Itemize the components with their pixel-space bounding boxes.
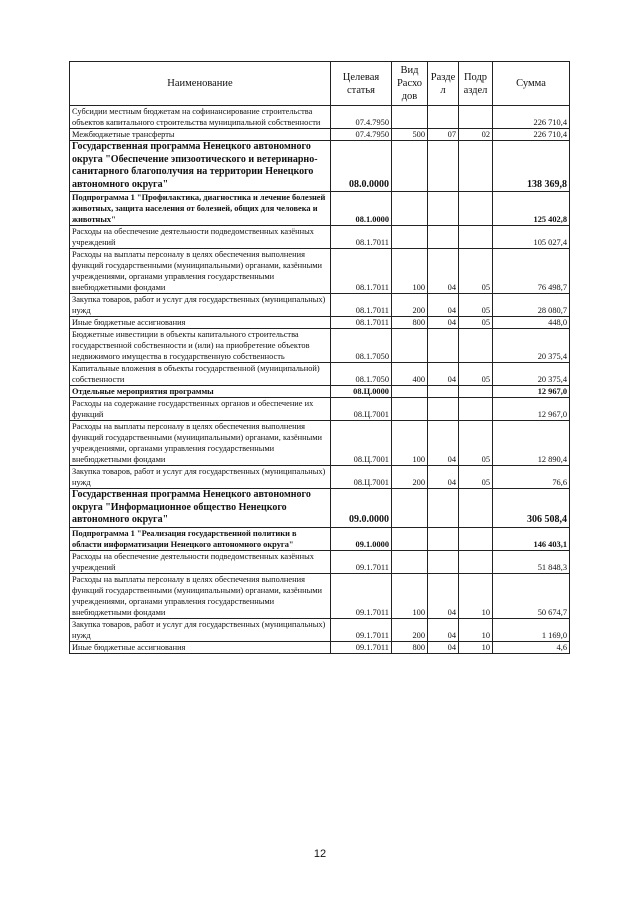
- row-section: [428, 550, 459, 573]
- row-target-code: 08.1.7011: [331, 226, 392, 249]
- header-section: Разде л: [428, 62, 459, 106]
- row-sum: 12 890,4: [493, 421, 570, 466]
- header-sum: Сумма: [493, 62, 570, 106]
- row-expense-type: [392, 398, 428, 421]
- row-expense-type: 200: [392, 466, 428, 489]
- row-name: Иные бюджетные ассигнования: [70, 317, 331, 329]
- row-target-code: 08.Ц.7001: [331, 466, 392, 489]
- row-section: [428, 106, 459, 129]
- row-expense-type: 100: [392, 421, 428, 466]
- row-target-code: 08.1.7050: [331, 329, 392, 363]
- row-sum: 12 967,0: [493, 398, 570, 421]
- row-subsection: [459, 550, 493, 573]
- row-subsection: [459, 192, 493, 226]
- row-sum: 138 369,8: [493, 141, 570, 192]
- row-sum: 1 169,0: [493, 618, 570, 641]
- row-section: 04: [428, 618, 459, 641]
- row-section: [428, 226, 459, 249]
- table-row: [70, 489, 570, 528]
- row-expense-type: [392, 106, 428, 129]
- row-expense-type: [392, 527, 428, 550]
- row-expense-type: [392, 329, 428, 363]
- row-sum: 306 508,4: [493, 489, 570, 528]
- row-section: [428, 489, 459, 528]
- row-target-code: 09.0.0000: [331, 489, 392, 528]
- row-expense-type: [392, 192, 428, 226]
- header-subsection: Подр аздел: [459, 62, 493, 106]
- row-name: Расходы на обеспечение деятельности подведомственных казённых учреждений: [70, 550, 331, 573]
- table-row: [70, 386, 570, 398]
- row-section: [428, 386, 459, 398]
- row-target-code: 08.Ц.7001: [331, 398, 392, 421]
- row-target-code: 08.1.7050: [331, 363, 392, 386]
- row-name: Расходы на выплаты персоналу в целях обеспечения выполнения функций государственными (муниципальными) органами, казёнными учреждениями, органами управления государственными внебюджетными фондами: [70, 249, 331, 294]
- row-section: [428, 398, 459, 421]
- row-section: 04: [428, 641, 459, 653]
- row-sum: 4,6: [493, 641, 570, 653]
- table-row: [70, 527, 570, 550]
- row-subsection: 02: [459, 129, 493, 141]
- table-row: [70, 618, 570, 641]
- row-target-code: 08.1.7011: [331, 294, 392, 317]
- row-section: [428, 192, 459, 226]
- row-subsection: 05: [459, 466, 493, 489]
- row-target-code: 08.1.0000: [331, 192, 392, 226]
- row-section: 04: [428, 249, 459, 294]
- row-name: Закупка товаров, работ и услуг для государственных (муниципальных) нужд: [70, 294, 331, 317]
- table-row: [70, 141, 570, 192]
- row-name: Подпрограмма 1 "Реализация государственной политики в области информатизации Ненецкого автономного округа": [70, 527, 331, 550]
- row-section: [428, 527, 459, 550]
- row-target-code: 07.4.7950: [331, 106, 392, 129]
- row-sum: 76 498,7: [493, 249, 570, 294]
- header-type: Вид Расхо дов: [392, 62, 428, 106]
- row-expense-type: 100: [392, 573, 428, 618]
- row-name: Государственная программа Ненецкого автономного округа "Обеспечение эпизоотического и ветеринарно-санитарного благополучия на территории Ненецкого автономного округа": [70, 141, 331, 192]
- row-name: Расходы на выплаты персоналу в целях обеспечения выполнения функций государственными (муниципальными) органами, казёнными учреждениями, органами управления государственными внебюджетными фондами: [70, 421, 331, 466]
- row-subsection: [459, 398, 493, 421]
- table-row: [70, 317, 570, 329]
- row-expense-type: 200: [392, 618, 428, 641]
- row-sum: 146 403,1: [493, 527, 570, 550]
- row-target-code: 08.1.7011: [331, 249, 392, 294]
- row-expense-type: 800: [392, 641, 428, 653]
- row-section: 04: [428, 363, 459, 386]
- row-target-code: 08.0.0000: [331, 141, 392, 192]
- budget-table: [69, 61, 570, 654]
- row-subsection: [459, 329, 493, 363]
- table-row: [70, 466, 570, 489]
- row-subsection: [459, 489, 493, 528]
- row-target-code: 09.1.7011: [331, 550, 392, 573]
- row-name: Закупка товаров, работ и услуг для государственных (муниципальных) нужд: [70, 466, 331, 489]
- row-sum: 226 710,4: [493, 129, 570, 141]
- row-expense-type: [392, 226, 428, 249]
- table-row: [70, 249, 570, 294]
- row-subsection: [459, 527, 493, 550]
- row-name: Закупка товаров, работ и услуг для государственных (муниципальных) нужд: [70, 618, 331, 641]
- row-name: Расходы на выплаты персоналу в целях обеспечения выполнения функций государственными (муниципальными) органами, казёнными учреждениями, органами управления государственными внебюджетными фондами: [70, 573, 331, 618]
- row-subsection: 05: [459, 317, 493, 329]
- table-row: [70, 641, 570, 653]
- row-sum: 20 375,4: [493, 329, 570, 363]
- row-expense-type: 500: [392, 129, 428, 141]
- row-sum: 448,0: [493, 317, 570, 329]
- table-row: [70, 192, 570, 226]
- row-subsection: 10: [459, 618, 493, 641]
- row-section: [428, 141, 459, 192]
- row-subsection: [459, 226, 493, 249]
- row-target-code: 09.1.0000: [331, 527, 392, 550]
- table-row: [70, 294, 570, 317]
- row-expense-type: [392, 489, 428, 528]
- row-subsection: 05: [459, 249, 493, 294]
- row-sum: 125 402,8: [493, 192, 570, 226]
- row-section: 04: [428, 466, 459, 489]
- row-expense-type: 800: [392, 317, 428, 329]
- row-target-code: 09.1.7011: [331, 641, 392, 653]
- row-name: Иные бюджетные ассигнования: [70, 641, 331, 653]
- row-name: Отдельные мероприятия программы: [70, 386, 331, 398]
- row-section: 07: [428, 129, 459, 141]
- row-sum: 28 080,7: [493, 294, 570, 317]
- table-row: [70, 550, 570, 573]
- row-expense-type: 100: [392, 249, 428, 294]
- row-sum: 105 027,4: [493, 226, 570, 249]
- row-sum: 76,6: [493, 466, 570, 489]
- table-row: [70, 421, 570, 466]
- row-expense-type: 200: [392, 294, 428, 317]
- row-expense-type: [392, 386, 428, 398]
- row-expense-type: [392, 141, 428, 192]
- row-subsection: [459, 386, 493, 398]
- header-target: Целевая статья: [331, 62, 392, 106]
- row-subsection: [459, 106, 493, 129]
- row-sum: 51 848,3: [493, 550, 570, 573]
- row-name: Бюджетные инвестиции в объекты капитального строительства государственной собственности и (или) на приобретение объектов недвижимого имущества в государственную собственность: [70, 329, 331, 363]
- row-sum: 20 375,4: [493, 363, 570, 386]
- row-name: Подпрограмма 1 "Профилактика, диагностика и лечение болезней животных, защита населения от болезней, общих для человека и животных": [70, 192, 331, 226]
- row-subsection: 05: [459, 294, 493, 317]
- row-target-code: 09.1.7011: [331, 573, 392, 618]
- row-section: 04: [428, 317, 459, 329]
- table-row: [70, 398, 570, 421]
- row-subsection: 10: [459, 641, 493, 653]
- row-expense-type: [392, 550, 428, 573]
- header-name: Наименование: [70, 62, 331, 106]
- row-sum: 226 710,4: [493, 106, 570, 129]
- table-header-row: [70, 62, 570, 106]
- row-section: 04: [428, 573, 459, 618]
- row-target-code: 08.1.7011: [331, 317, 392, 329]
- row-name: Государственная программа Ненецкого автономного округа "Информационное общество Ненецкого автономного округа": [70, 489, 331, 528]
- row-section: 04: [428, 421, 459, 466]
- row-target-code: 08.Ц.0000: [331, 386, 392, 398]
- row-subsection: 05: [459, 421, 493, 466]
- table-row: [70, 106, 570, 129]
- row-name: Межбюджетные трансферты: [70, 129, 331, 141]
- row-sum: 12 967,0: [493, 386, 570, 398]
- row-section: [428, 329, 459, 363]
- row-sum: 50 674,7: [493, 573, 570, 618]
- row-name: Расходы на обеспечение деятельности подведомственных казённых учреждений: [70, 226, 331, 249]
- page-number: 12: [313, 848, 327, 860]
- table-row: [70, 329, 570, 363]
- row-subsection: [459, 141, 493, 192]
- row-expense-type: 400: [392, 363, 428, 386]
- table-row: [70, 226, 570, 249]
- table-row: [70, 129, 570, 141]
- row-subsection: 05: [459, 363, 493, 386]
- table-row: [70, 363, 570, 386]
- row-name: Капитальные вложения в объекты государственной (муниципальной) собственности: [70, 363, 331, 386]
- row-target-code: 08.Ц.7001: [331, 421, 392, 466]
- row-name: Субсидии местным бюджетам на софинансирование строительства объектов капитального строительства муниципальной собственности: [70, 106, 331, 129]
- row-target-code: 07.4.7950: [331, 129, 392, 141]
- row-subsection: 10: [459, 573, 493, 618]
- row-target-code: 09.1.7011: [331, 618, 392, 641]
- row-section: 04: [428, 294, 459, 317]
- row-name: Расходы на содержание государственных органов и обеспечение их функций: [70, 398, 331, 421]
- table-row: [70, 573, 570, 618]
